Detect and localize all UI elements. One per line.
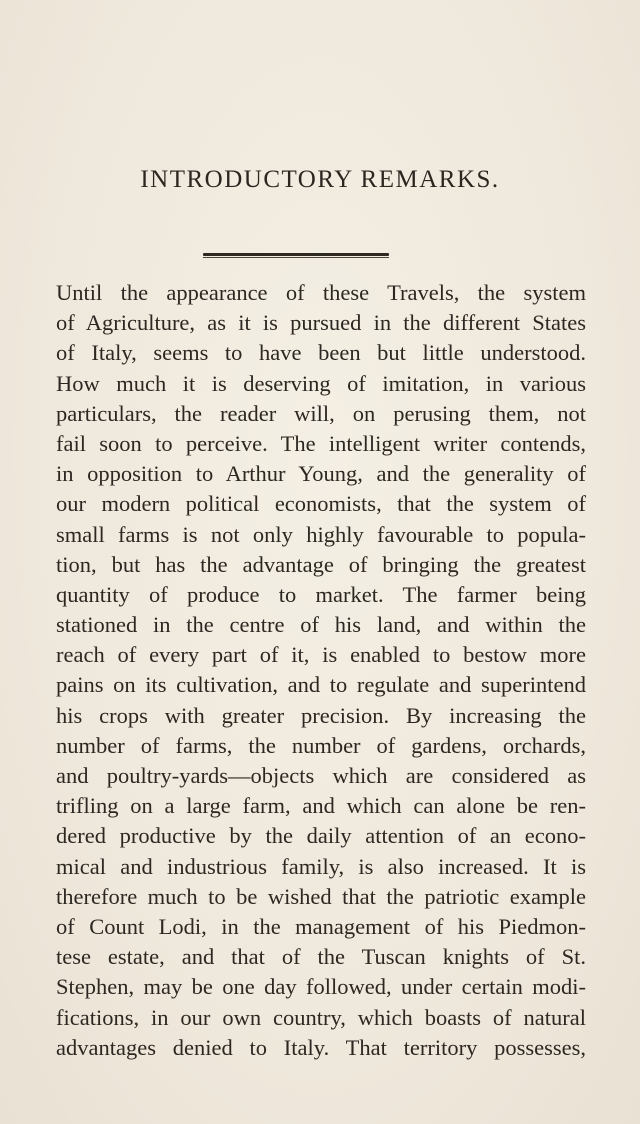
text-line: advantages denied to Italy. That territory possesses, [56,1034,586,1060]
text-line: How much it is deserving of imitation, in various [56,370,586,396]
text-line: trifling on a large farm, and which can alone be ren- [56,793,586,819]
text-line: his crops with greater precision. By increasing the [56,702,586,728]
text-line: number of farms, the number of gardens, orchards, [56,732,586,758]
text-line: stationed in the centre of his land, and within the [56,612,586,638]
text-line: small farms is not only highly favourable to popula- [56,521,586,547]
body-paragraph [56,278,586,1063]
heading-rule-thin [203,257,389,258]
heading-rule [203,253,389,259]
text-line: particulars, the reader will, on perusing them, not [56,400,586,426]
text-line: tion, but has the advantage of bringing the greatest [56,551,586,577]
text-line: our modern political economists, that the system of [56,491,586,517]
text-line: in opposition to Arthur Young, and the generality of [56,461,586,487]
text-line: quantity of produce to market. The farmer being [56,581,586,607]
text-line: of Count Lodi, in the management of his Piedmon- [56,913,586,939]
text-line: fications, in our own country, which boasts of natural [56,1004,586,1030]
text-line: Stephen, may be one day followed, under certain modi- [56,974,586,1000]
text-line: and poultry-yards—objects which are considered as [56,763,586,788]
text-line: fail soon to perceive. The intelligent writer contends, [56,430,586,456]
text-line: reach of every part of it, is enabled to bestow more [56,642,586,668]
text-line: Until the appearance of these Travels, the system [56,280,586,305]
text-line: tese estate, and that of the Tuscan knights of St. [56,944,586,970]
heading-rule-thick [203,253,389,256]
text-line: therefore much to be wished that the patriotic example [56,883,586,909]
text-line: of Italy, seems to have been but little understood. [56,340,586,366]
text-line: pains on its cultivation, and to regulate and superintend [56,672,586,698]
section-heading: INTRODUCTORY REMARKS. [140,166,500,193]
text-line: of Agriculture, as it is pursued in the different States [56,310,586,336]
text-line: mical and industrious family, is also increased. It is [56,853,586,879]
text-line: dered productive by the daily attention of an econo- [56,823,586,849]
